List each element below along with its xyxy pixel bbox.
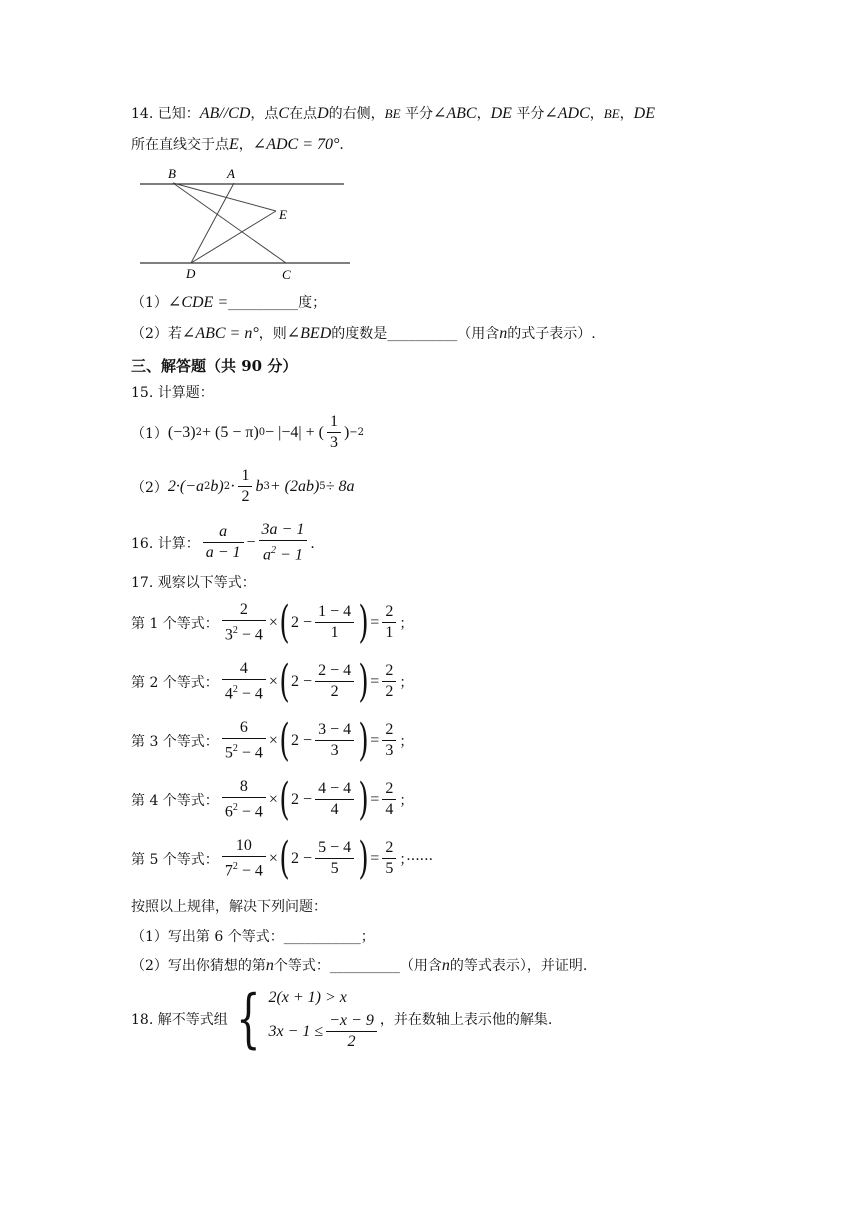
left-paren: (	[279, 773, 290, 825]
q16-prefix: 16. 计算：	[131, 535, 200, 552]
den-tail: − 4	[237, 803, 263, 821]
fraction-denominator: 4	[385, 801, 394, 819]
q14-part1-prefix: （1）	[131, 295, 168, 311]
fraction-numerator: 8	[222, 777, 266, 798]
equals-sign: =	[370, 672, 380, 690]
fraction-numerator: 1 − 4	[315, 602, 354, 623]
fraction-denominator: 2	[330, 683, 339, 701]
q15-p1-term: − |−4| + (	[265, 423, 324, 441]
q17-p2-text: 的等式表示），并证明.	[449, 958, 588, 974]
fraction-numerator: 4	[222, 659, 266, 680]
den-tail: − 1	[276, 546, 303, 564]
q14-part1	[131, 293, 326, 313]
q15-p1-term: (−3)	[167, 423, 196, 441]
den-base: 7	[224, 862, 233, 880]
two-minus: 2 −	[291, 790, 313, 808]
left-paren: (	[279, 655, 290, 707]
segment-b-c	[173, 183, 286, 263]
q14-text: ，	[238, 137, 253, 153]
right-paren: )	[358, 655, 369, 707]
equals-sign: =	[370, 731, 380, 749]
q18-inequality-2	[268, 1011, 379, 1052]
label-b: B	[168, 166, 176, 181]
q14-text: ，则	[258, 326, 287, 342]
q18-inequality-1: 2(x + 1) > x	[268, 989, 347, 1006]
left-paren: (	[279, 714, 290, 766]
fraction-numerator: 4 − 4	[315, 779, 354, 800]
fraction-denominator: 2	[241, 488, 250, 505]
fraction-numerator: 2	[382, 838, 396, 859]
inner-fraction	[315, 720, 354, 761]
q15-p2-exp: 2	[223, 481, 231, 492]
q15-p1-fraction	[327, 412, 341, 453]
q15-p2-term: b	[255, 477, 264, 495]
times-sign: ×	[268, 613, 278, 631]
den-exp: 2	[232, 684, 238, 695]
q15-p2-exp: 3	[263, 481, 270, 492]
q14-text: 的度数是	[331, 326, 388, 342]
fraction-numerator: 3a − 1	[259, 520, 308, 541]
q14-angle-adc: ∠ADC	[544, 105, 590, 122]
equation-label: 第 4 个等式：	[131, 792, 219, 809]
den-base: 5	[224, 744, 233, 762]
fraction-numerator: 5 − 4	[315, 838, 354, 859]
den-base: a	[263, 546, 272, 564]
fraction-numerator: 10	[222, 836, 266, 857]
q14-angle-abc: ∠ABC	[432, 105, 477, 122]
q17-equation-row	[131, 773, 414, 825]
q14-de2: DE	[633, 105, 655, 122]
fraction-numerator: 2	[382, 720, 396, 741]
q17-var-n: n	[265, 957, 274, 974]
q14-ab-cd: AB//CD	[199, 105, 251, 122]
q15-p1-term: )	[343, 423, 350, 441]
equation-label: 第 1 个等式：	[131, 615, 219, 632]
equals-sign: =	[370, 849, 380, 867]
q14-text: ，	[619, 106, 634, 122]
q16-end: ．	[310, 535, 325, 552]
label-c: C	[282, 267, 291, 282]
fraction-denominator: 2	[385, 683, 394, 701]
q14-angle-bed: ∠BED	[286, 325, 332, 342]
q14-part2-prefix: （2）若	[131, 326, 182, 342]
q15-title: 15. 计算题：	[131, 385, 214, 401]
q15-p2-prefix: （2）	[131, 479, 168, 496]
q16-fraction-2	[259, 520, 308, 565]
q14-line1	[131, 104, 655, 124]
q15-part1	[131, 412, 364, 453]
left-fraction	[222, 777, 266, 822]
result-fraction	[382, 838, 396, 879]
q14-text: 平分	[400, 106, 433, 122]
segment-d-e	[191, 211, 276, 263]
left-fraction	[222, 836, 266, 881]
den-tail: − 4	[237, 862, 263, 880]
label-d: D	[186, 266, 196, 281]
equation-tail: ；	[399, 733, 414, 750]
q18-suffix: ，并在数轴上表示他的解集.	[379, 1011, 553, 1028]
fraction-denominator: 1	[330, 624, 339, 642]
q14-part2-blank: __________	[387, 326, 458, 342]
q15-p2-exp: 2	[204, 481, 211, 492]
fraction-numerator: 2	[382, 602, 396, 623]
equation-label: 第 5 个等式：	[131, 851, 219, 868]
q14-var-n: n	[499, 325, 508, 342]
q14-part2-expr: ∠ABC = n°	[181, 325, 259, 342]
times-sign: ×	[268, 672, 278, 690]
times-sign: ×	[268, 849, 278, 867]
q16-line	[131, 520, 324, 565]
right-paren: )	[358, 714, 369, 766]
q14-text: ．	[339, 137, 354, 153]
den-tail: − 4	[237, 685, 263, 703]
right-paren: )	[358, 773, 369, 825]
den-base: 4	[224, 685, 233, 703]
q17-rule: 按照以上规律，解决下列问题：	[131, 899, 327, 915]
q14-be2: BE	[603, 106, 620, 121]
q14-figure	[128, 162, 358, 284]
two-minus: 2 −	[291, 672, 313, 690]
fraction-numerator: −x − 9	[326, 1011, 377, 1032]
q14-prefix: 14. 已知：	[131, 106, 200, 122]
right-paren: )	[358, 832, 369, 884]
equals-sign: =	[370, 790, 380, 808]
q15-p1-exp: 0	[258, 427, 266, 438]
q14-text: （用含	[457, 326, 500, 342]
fraction-numerator: 2	[382, 661, 396, 682]
left-paren: (	[279, 596, 290, 648]
fraction-denominator: 2	[347, 1033, 356, 1050]
q18-ineq2-fraction	[326, 1011, 377, 1052]
q16-minus: −	[246, 533, 256, 551]
fraction-denominator	[259, 541, 308, 565]
q16-fraction-1	[203, 522, 244, 563]
fraction-numerator: a	[203, 522, 244, 543]
q14-point-d: D	[317, 105, 329, 122]
equation-tail: ；	[399, 792, 414, 809]
fraction-denominator: 3	[330, 742, 339, 760]
two-minus: 2 −	[291, 731, 313, 749]
den-exp: 2	[232, 743, 238, 754]
q15-p2-fraction	[238, 466, 252, 507]
fraction-denominator	[222, 857, 266, 881]
segment-b-e	[173, 183, 276, 211]
inner-fraction	[315, 779, 354, 820]
q14-de: DE	[490, 105, 512, 122]
q14-text: 在点	[289, 106, 318, 122]
q17-title: 17. 观察以下等式：	[131, 575, 256, 591]
fraction-numerator: 3 − 4	[315, 720, 354, 741]
equation-tail: ；	[399, 674, 414, 691]
fraction-numerator: 1	[238, 466, 252, 487]
q15-part2	[131, 466, 354, 507]
result-fraction	[382, 661, 396, 702]
result-fraction	[382, 602, 396, 643]
fraction-numerator: 2	[382, 779, 396, 800]
q14-be: BE	[384, 106, 401, 121]
fraction-numerator: 2 − 4	[315, 661, 354, 682]
result-fraction	[382, 779, 396, 820]
fraction-denominator	[222, 739, 266, 763]
fraction-denominator: 3	[329, 434, 338, 451]
equals-sign: =	[370, 613, 380, 631]
result-fraction	[382, 720, 396, 761]
den-exp: 2	[271, 545, 277, 556]
q14-text: 的右侧，	[328, 106, 385, 122]
q14-point-c: C	[278, 105, 290, 122]
q17-part1: （1）写出第 6 个等式：___________；	[131, 929, 375, 945]
fraction-denominator	[222, 680, 266, 704]
fraction-denominator: 4	[330, 801, 339, 819]
q15-p2-term: b)	[210, 477, 224, 495]
q15-p1-term: + (5 − π)	[201, 423, 259, 441]
q15-p2-exp: 5	[319, 481, 326, 492]
q18-ineq2-left: 3x − 1 ≤	[268, 1022, 324, 1040]
den-exp: 2	[232, 861, 238, 872]
den-tail: − 4	[237, 626, 263, 644]
q14-text: ，	[476, 106, 491, 122]
inner-fraction	[315, 661, 354, 702]
q17-equation-row	[131, 832, 434, 884]
q17-equation-row	[131, 714, 414, 766]
q18-brace: {	[235, 981, 261, 1056]
equation-label: 第 2 个等式：	[131, 674, 219, 691]
q14-text: ，	[589, 106, 604, 122]
two-minus: 2 −	[291, 849, 313, 867]
segment-a-d	[191, 183, 234, 263]
left-fraction	[222, 600, 266, 645]
fraction-numerator: 2	[222, 600, 266, 621]
fraction-denominator: 5	[330, 860, 339, 878]
q17-equation-row	[131, 655, 414, 707]
q14-text: ，点	[250, 106, 279, 122]
fraction-denominator	[222, 621, 266, 645]
two-minus: 2 −	[291, 613, 313, 631]
q17-p2-text: （2）写出你猜想的第	[131, 958, 266, 974]
q14-point-e: E	[229, 136, 239, 153]
label-e: E	[279, 207, 287, 222]
times-sign: ×	[268, 731, 278, 749]
q14-part1-blank: __________	[228, 295, 299, 311]
q15-p1-prefix: （1）	[131, 425, 168, 442]
equation-label: 第 3 个等式：	[131, 733, 219, 750]
fraction-denominator: 5	[385, 860, 394, 878]
fraction-denominator: 3	[385, 742, 394, 760]
fraction-numerator: 6	[222, 718, 266, 739]
q15-p2-term: ÷ 8a	[325, 477, 355, 495]
q15-p1-exp: 2	[195, 427, 202, 438]
q15-p1-exp: −2	[349, 427, 365, 438]
q15-p2-term: 2·(−a	[167, 477, 205, 495]
q17-part2	[131, 956, 587, 976]
q14-text: 所在直线交于点	[131, 137, 229, 153]
left-fraction	[222, 718, 266, 763]
den-base: 3	[224, 626, 233, 644]
inner-fraction	[315, 602, 354, 643]
q15-p2-term: + (2ab)	[269, 477, 320, 495]
q14-text: 的式子表示）.	[507, 326, 596, 342]
fraction-denominator: a − 1	[205, 544, 241, 562]
q14-part1-suffix: 度；	[298, 295, 327, 311]
den-exp: 2	[232, 625, 238, 636]
q14-text: 平分	[511, 106, 545, 122]
q14-line2	[131, 135, 353, 155]
fraction-numerator: 1	[327, 412, 341, 433]
q17-p2-text: 个等式：__________（用含	[273, 958, 442, 974]
q15-p2-term: ·	[230, 477, 236, 495]
left-paren: (	[279, 832, 290, 884]
q17-var-n: n	[441, 957, 450, 974]
q17-equation-row	[131, 596, 414, 648]
den-exp: 2	[232, 802, 238, 813]
label-a: A	[227, 166, 235, 181]
inner-fraction	[315, 838, 354, 879]
equation-tail: ；······	[399, 851, 434, 868]
q14-part1-expr: ∠CDE =	[167, 294, 229, 311]
q18-system	[268, 985, 379, 1052]
equation-tail: ；	[399, 615, 414, 632]
section-title: 三、解答题（共 90 分）	[131, 357, 298, 375]
q18-prefix: 18. 解不等式组	[131, 1011, 228, 1028]
den-tail: − 4	[237, 744, 263, 762]
fraction-denominator: 1	[385, 624, 394, 642]
q14-part2	[131, 324, 596, 344]
q14-angle-adc-value: ∠ADC = 70°	[252, 136, 340, 153]
fraction-denominator	[222, 798, 266, 822]
q18-line	[131, 981, 553, 1056]
times-sign: ×	[268, 790, 278, 808]
den-base: 6	[224, 803, 233, 821]
left-fraction	[222, 659, 266, 704]
right-paren: )	[358, 596, 369, 648]
